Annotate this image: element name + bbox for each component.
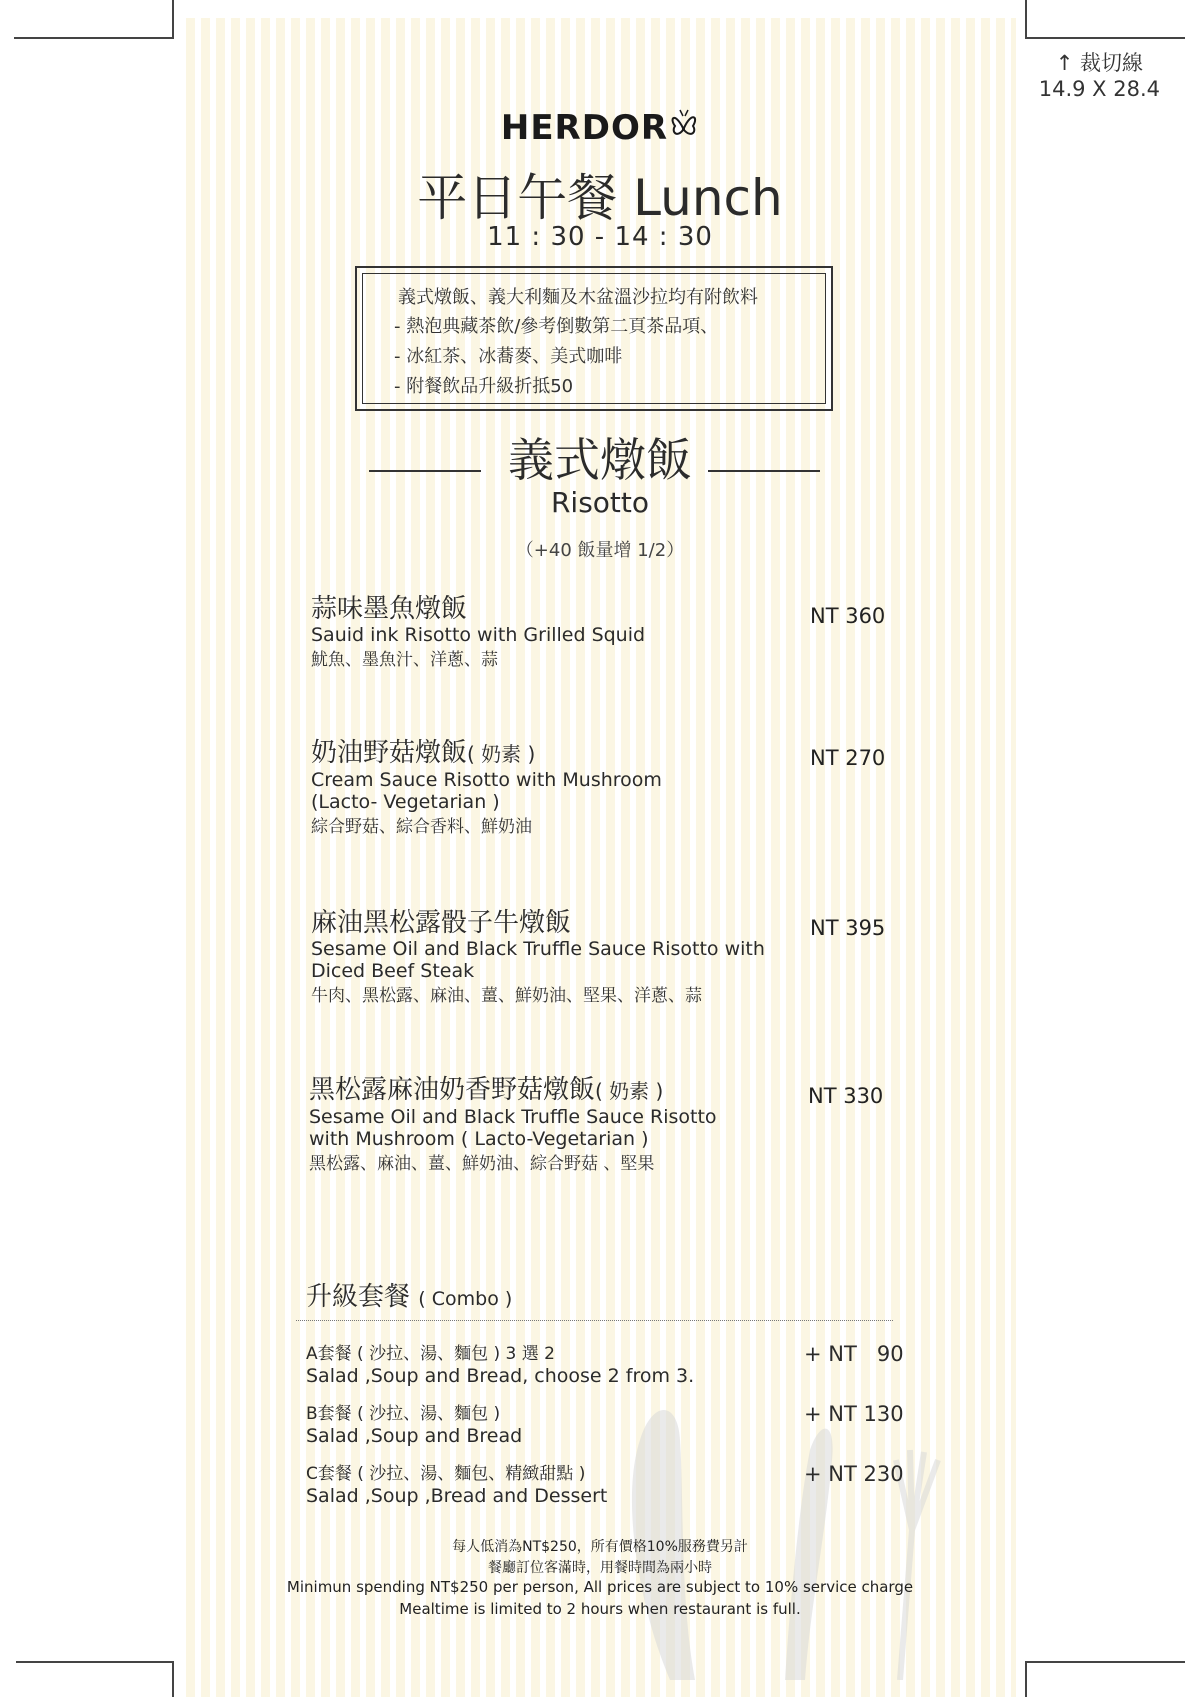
combo-name-en: Salad ,Soup and Bread	[306, 1425, 523, 1447]
footer-min-spend-zh: 每人低消為NT$250，所有價格10%服務費另計	[452, 1539, 748, 1555]
item-name-en: with Mushroom ( Lacto-Vegetarian )	[309, 1128, 649, 1150]
combo-name-zh: A套餐 ( 沙拉、湯、麵包 ) 3 選 2	[306, 1344, 555, 1364]
section-subtitle: Risotto	[550, 486, 650, 519]
logo-text: HERDOR	[500, 108, 669, 148]
lunch-hours: 11 : 30 - 14 : 30	[487, 222, 713, 252]
cutlery-watermark-icon	[600, 1380, 960, 1680]
item-price: NT 330	[808, 1084, 884, 1108]
butterfly-icon	[669, 108, 699, 142]
brand-logo	[0, 108, 1200, 148]
item-name-en: Cream Sauce Risotto with Mushroom	[311, 769, 662, 791]
crop-size: 14.9 X 28.4	[1038, 77, 1160, 101]
item-price: NT 395	[810, 916, 886, 940]
item-tag: ( 奶素 )	[595, 1079, 664, 1103]
combo-name-zh: B套餐 ( 沙拉、湯、麵包 )	[306, 1404, 501, 1424]
footer-min-spend-en: Minimun spending NT$250 per person, All prices are subject to 10% service charge	[286, 1578, 914, 1596]
menu-item	[311, 738, 662, 838]
crop-mark-top-right-v	[1025, 0, 1027, 38]
item-name-zh	[311, 908, 765, 938]
combo-divider	[296, 1320, 893, 1321]
item-name-zh-text: 麻油黑松露骰子牛燉飯	[311, 908, 572, 938]
crop-line-note	[1039, 50, 1160, 102]
crop-mark-bottom-left-v	[172, 1661, 174, 1697]
combo-title-tag: ( Combo )	[418, 1288, 513, 1310]
item-ingredients: 魷魚、墨魚汁、洋蔥、蒜	[311, 650, 498, 670]
item-name-zh-text: 黑松露麻油奶香野菇燉飯	[309, 1075, 596, 1105]
combo-price: + NT 230	[804, 1462, 904, 1486]
item-name-en: Sesame Oil and Black Truffle Sauce Risotto	[309, 1106, 717, 1128]
section-title: 義式燉飯	[508, 433, 692, 487]
item-name-zh-text: 奶油野菇燉飯	[311, 738, 468, 768]
item-name-en: (Lacto- Vegetarian )	[311, 791, 500, 813]
section-note: （+40 飯量增 1/2）	[515, 540, 685, 561]
notice-line: 義式燉飯、義大利麵及木盆溫沙拉均有附飲料	[398, 287, 758, 308]
combo-option	[306, 1463, 607, 1507]
item-price: NT 360	[810, 604, 886, 628]
combo-name-en: Salad ,Soup and Bread, choose 2 from 3.	[306, 1365, 695, 1387]
combo-name-en: Salad ,Soup ,Bread and Dessert	[306, 1485, 608, 1507]
menu-item	[309, 1075, 717, 1175]
menu-item	[311, 594, 645, 671]
item-ingredients: 牛肉、黑松露、麻油、薑、鮮奶油、堅果、洋蔥、蒜	[311, 986, 702, 1006]
crop-mark-top-right-h	[1025, 37, 1185, 39]
footer-mealtime-en: Mealtime is limited to 2 hours when restaurant is full.	[399, 1600, 801, 1618]
notice-line: - 熱泡典藏茶飲/參考倒數第二頁茶品項、	[394, 316, 719, 337]
item-name-zh	[309, 1075, 717, 1106]
item-name-en: Sesame Oil and Black Truffle Sauce Risotto with	[311, 938, 765, 960]
item-name-zh	[311, 594, 645, 624]
combo-title-zh: 升級套餐	[306, 1282, 411, 1312]
notice-line: - 附餐飲品升級折抵50	[394, 376, 574, 397]
item-name-zh	[311, 738, 662, 769]
combo-name-zh: C套餐 ( 沙拉、湯、麵包、精緻甜點 )	[306, 1464, 586, 1484]
drink-notice-box	[355, 266, 833, 411]
crop-mark-top-left-h	[14, 37, 174, 39]
arrow-up-icon: ↑	[1055, 51, 1074, 75]
item-price: NT 270	[810, 746, 886, 770]
crop-mark-bottom-left-h	[16, 1661, 174, 1663]
crop-mark-bottom-right-v	[1025, 1661, 1027, 1697]
item-name-zh-text: 蒜味墨魚燉飯	[311, 594, 468, 624]
combo-price: + NT 130	[804, 1402, 904, 1426]
crop-mark-top-left-v	[172, 0, 174, 38]
combo-option	[306, 1403, 522, 1447]
lunch-title: 平日午餐 Lunch	[417, 169, 783, 227]
combo-option	[306, 1343, 694, 1387]
crop-mark-bottom-right-h	[1025, 1661, 1185, 1663]
item-tag: ( 奶素 )	[467, 742, 536, 766]
item-name-en: Diced Beef Steak	[311, 960, 475, 982]
combo-title	[306, 1276, 512, 1313]
combo-price: + NT 90	[804, 1342, 904, 1366]
item-ingredients: 黑松露、麻油、薑、鮮奶油、綜合野菇 、堅果	[309, 1154, 655, 1174]
notice-line: - 冰紅茶、冰蕎麥、美式咖啡	[394, 346, 623, 367]
footer-mealtime-zh: 餐廳訂位客滿時，用餐時間為兩小時	[488, 1560, 712, 1576]
item-ingredients: 綜合野菇、綜合香料、鮮奶油	[311, 817, 532, 837]
menu-item	[311, 908, 765, 1007]
item-name-en: Sauid ink Risotto with Grilled Squid	[311, 624, 646, 646]
crop-line-label: 裁切線	[1080, 51, 1144, 75]
